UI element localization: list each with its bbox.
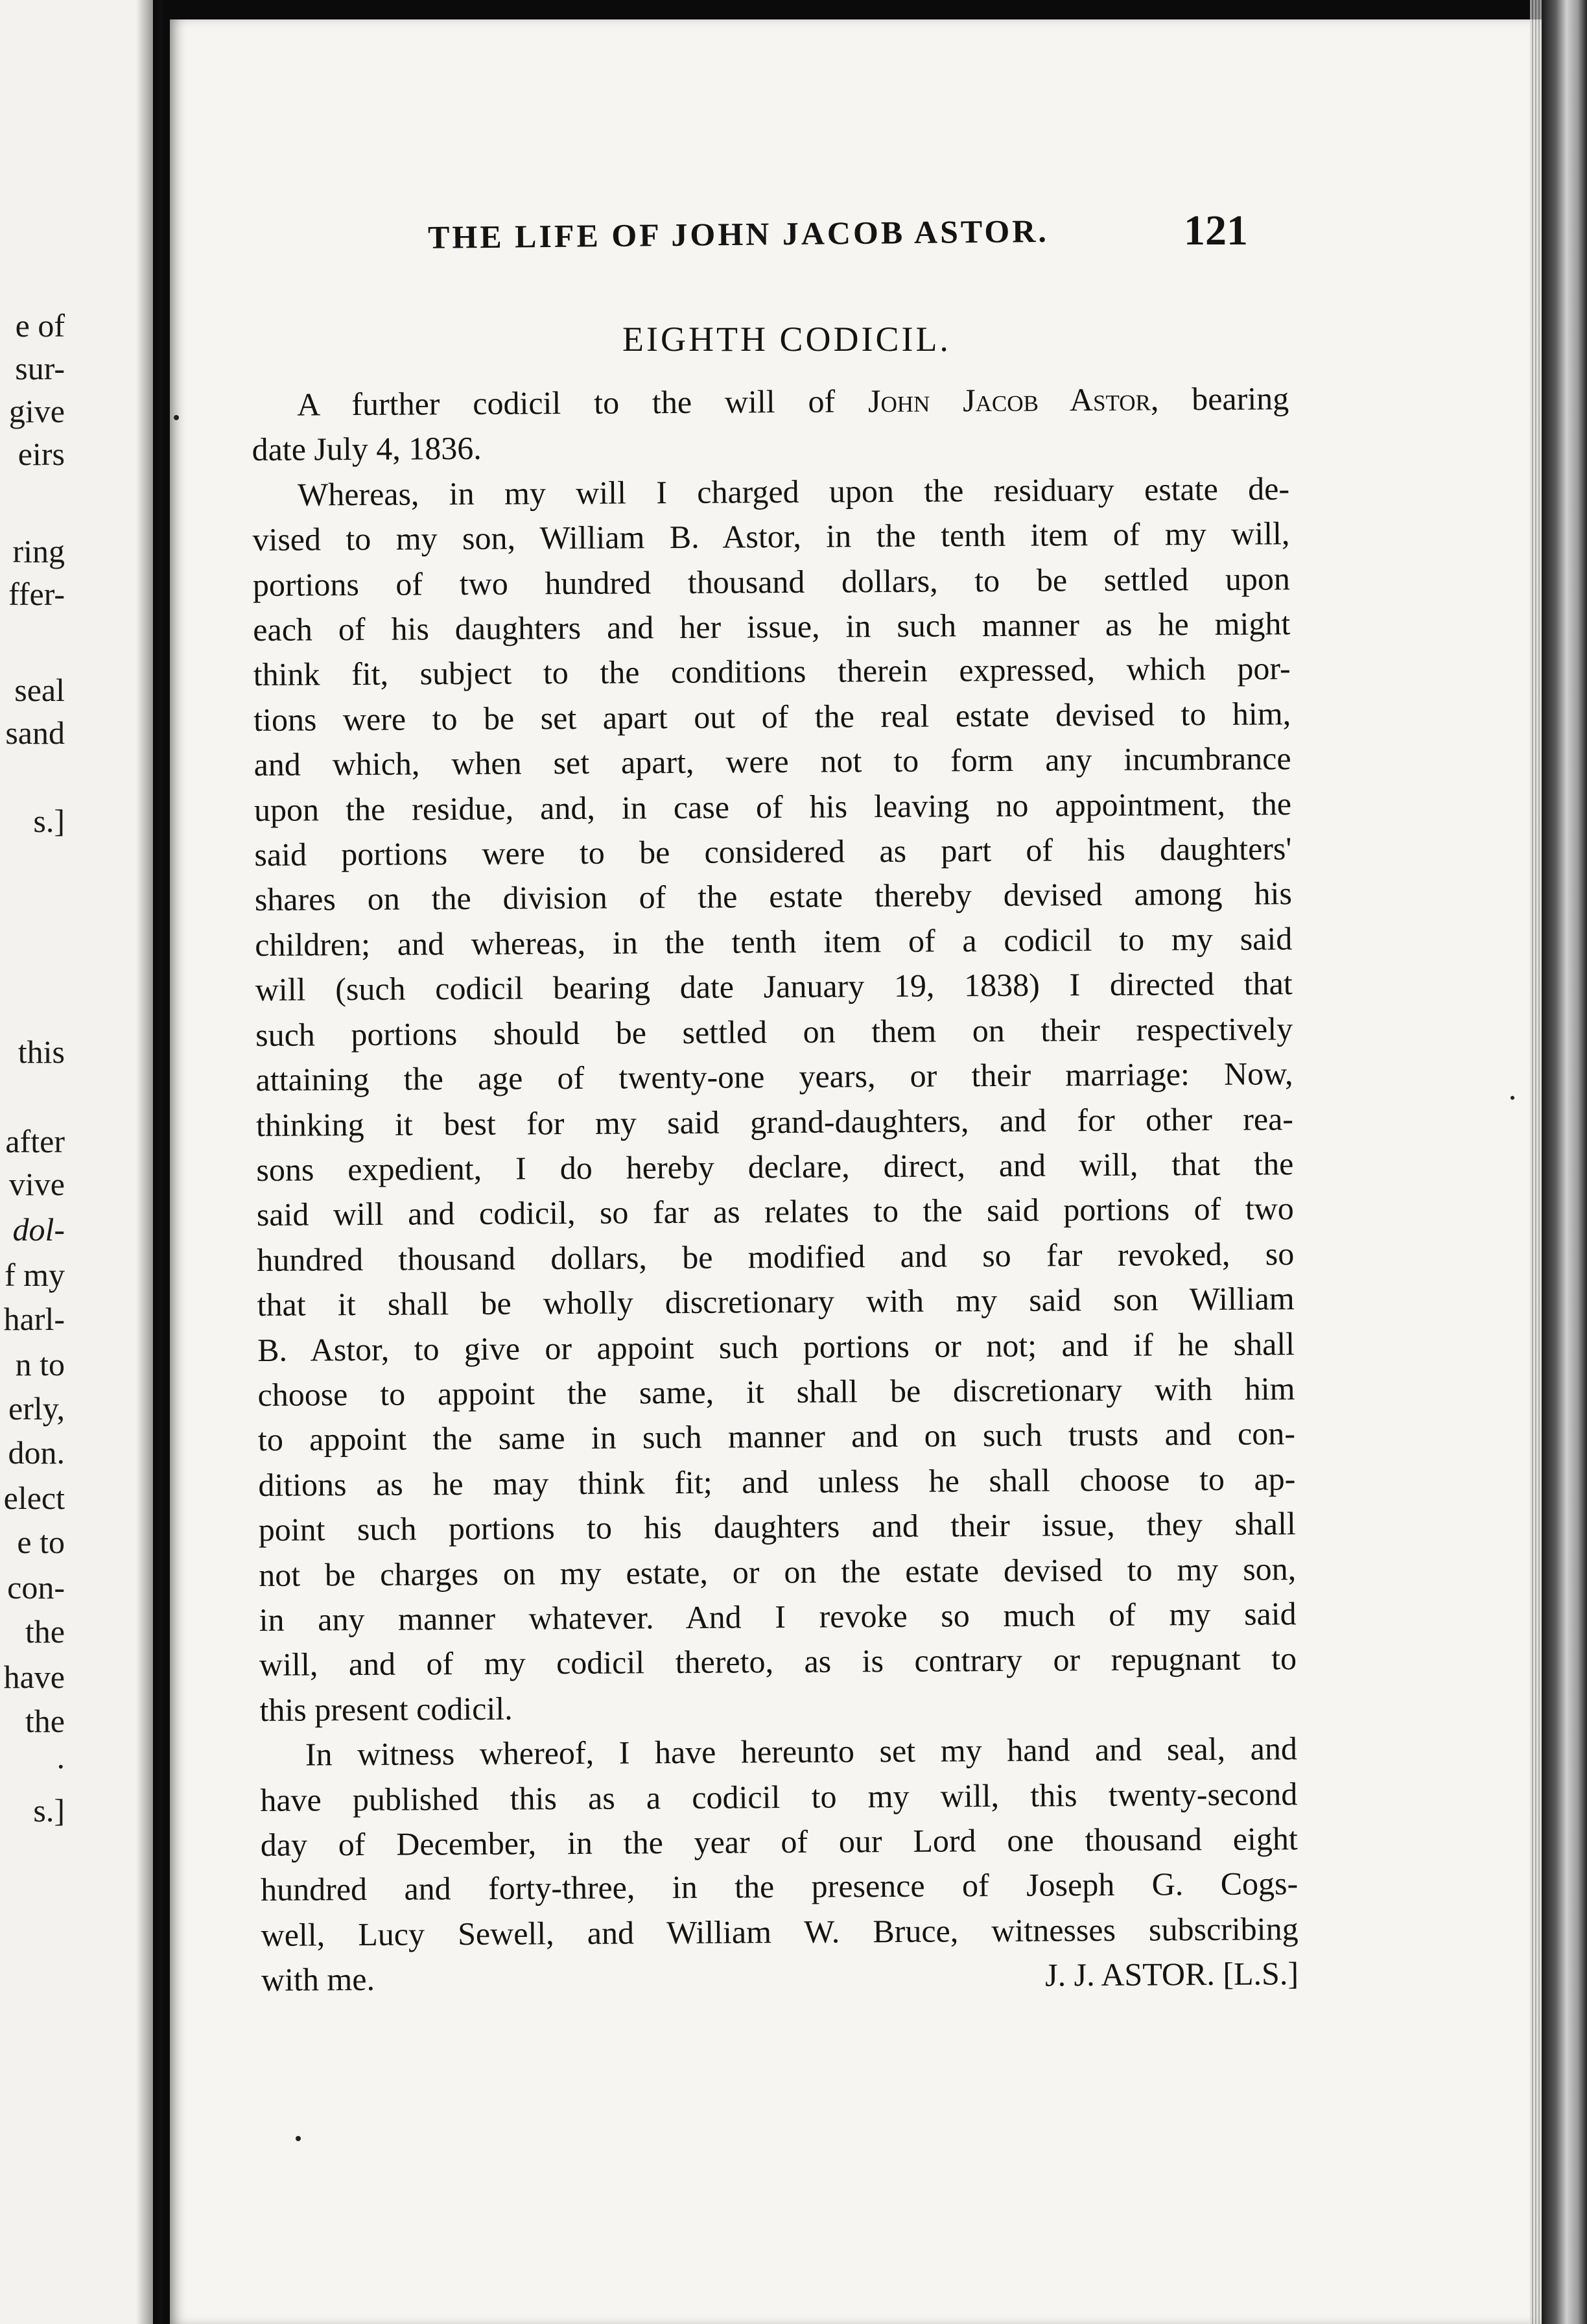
text-line: Whereas, in my will I charged upon the residuary estate de- xyxy=(297,470,1290,513)
section-title: EIGHTH CODICIL. xyxy=(622,320,951,359)
left-facing-page xyxy=(0,0,153,2324)
scan-speck xyxy=(1511,1096,1514,1100)
left-page-fragment: sur- xyxy=(15,350,65,386)
text-line: that it shall be wholly discretionary with my said son William xyxy=(257,1280,1295,1323)
left-page-fragment: sand xyxy=(5,715,65,751)
text-line: hundred thousand dollars, be modified and so far revoked, so xyxy=(257,1235,1295,1278)
text-line: not be charges on my estate, or on the estate devised to my son, xyxy=(259,1550,1297,1593)
text-line: ditions as he may think fit; and unless he shall choose to ap- xyxy=(258,1460,1296,1503)
left-page-fragment: the xyxy=(25,1613,65,1650)
left-page-fragment: erly, xyxy=(8,1390,65,1427)
left-page-fragment: ffer- xyxy=(8,576,65,612)
left-page-fragment: don. xyxy=(8,1434,65,1471)
text-line: point such portions to his daughters and their issue, they shall xyxy=(258,1505,1296,1548)
text-line: have published this as a codicil to my will, this twenty-second xyxy=(260,1775,1298,1818)
left-page-fragment: after xyxy=(5,1123,65,1159)
left-page-fragment: s.] xyxy=(33,1792,65,1829)
scan-speck xyxy=(296,2136,301,2141)
text-line: this present codicil. xyxy=(259,1690,513,1728)
text-line: such portions should be settled on them on their respectively xyxy=(255,1010,1293,1053)
scan-speck xyxy=(174,415,179,420)
text-line: day of December, in the year of our Lord one thousand eight xyxy=(260,1820,1298,1863)
left-page-fragment: e to xyxy=(17,1524,65,1560)
left-page-fragment: con- xyxy=(7,1569,65,1606)
text-line: said will and codicil, so far as relates to the said portions of two xyxy=(256,1190,1294,1233)
text-line: upon the residue, and, in case of his leaving no appointment, the xyxy=(253,785,1292,828)
text-line: well, Lucy Sewell, and William W. Bruce, witnesses subscribing xyxy=(261,1910,1299,1953)
text-line: attaining the age of twenty-one years, or their marriage: Now, xyxy=(255,1055,1293,1098)
text-line: said portions were to be considered as part of his daughters' xyxy=(254,830,1292,873)
left-page-fragment: vive xyxy=(8,1166,65,1202)
left-page-fragment: seal xyxy=(14,672,65,708)
closing-text: with me. xyxy=(261,1961,375,1998)
text-line: in any manner whatever. And I revoke so much of my said xyxy=(259,1595,1297,1638)
left-page-fragment: eirs xyxy=(18,436,65,472)
signature: J. J. ASTOR. [L.S.] xyxy=(1045,1955,1299,1993)
text-line: In witness whereof, I have hereunto set my hand and seal, and xyxy=(305,1730,1298,1773)
signature-line xyxy=(261,1951,1299,2002)
left-page-fragment: e of xyxy=(15,307,65,344)
text-line: and which, when set apart, were not to form any incumbrance xyxy=(253,740,1291,783)
text-line: think fit, subject to the conditions therein expressed, which por- xyxy=(253,650,1291,693)
left-page-fragment: give xyxy=(8,393,65,429)
gutter-shadow xyxy=(136,0,162,2324)
left-page-fragment: . xyxy=(56,1739,65,1775)
text-line: choose to appoint the same, it shall be discretionary with him xyxy=(257,1370,1295,1413)
text-line: B. Astor, to give or appoint such portions or not; and if he shall xyxy=(257,1325,1295,1368)
text-line: to appoint the same in such manner and on such trusts and con- xyxy=(257,1415,1296,1458)
left-page-fragment: the xyxy=(25,1703,65,1739)
text-line: shares on the division of the estate thereby devised among his xyxy=(254,875,1293,918)
page-number: 121 xyxy=(1184,207,1248,254)
text-line: thinking it best for my said grand-daughters, and for other rea- xyxy=(255,1100,1294,1143)
left-page-fragment: have xyxy=(3,1659,65,1695)
page-body xyxy=(252,376,1299,2002)
left-page-fragment: dol- xyxy=(12,1211,65,1248)
text-line: vised to my son, William B. Astor, in the tenth item of my will, xyxy=(252,515,1290,558)
left-page-fragment: harl- xyxy=(3,1301,65,1337)
text-line: portions of two hundred thousand dollars, to be settled upon xyxy=(252,560,1291,603)
left-page-fragment: ring xyxy=(12,533,65,569)
left-page-fragment: this xyxy=(18,1034,65,1070)
text-line: date July 4, 1836. xyxy=(252,430,482,468)
text-line: A further codicil to the will of John Jacob Astor, bearing xyxy=(297,380,1289,423)
text-line: sons expedient, I do hereby declare, direct, and will, that the xyxy=(256,1145,1294,1188)
text-line: will (such codicil bearing date January 19, 1838) I directed that xyxy=(255,965,1293,1008)
text-line: will, and of my codicil thereto, as is contrary or repugnant to xyxy=(259,1640,1297,1683)
text-line: hundred and forty-three, in the presence of Joseph G. Cogs- xyxy=(261,1865,1299,1908)
text-line: each of his daughters and her issue, in such manner as he might xyxy=(253,605,1291,648)
text-line: children; and whereas, in the tenth item of a codicil to my said xyxy=(255,920,1293,963)
left-page-fragment: s.] xyxy=(33,803,65,839)
left-page-fragment: n to xyxy=(15,1346,65,1382)
left-page-fragment: elect xyxy=(3,1480,65,1516)
running-head: THE LIFE OF JOHN JACOB ASTOR. xyxy=(427,212,1050,255)
text-line: tions were to be set apart out of the real estate devised to him, xyxy=(253,695,1291,738)
left-page-fragment: f my xyxy=(4,1257,65,1293)
book-edge xyxy=(1542,0,1587,2324)
